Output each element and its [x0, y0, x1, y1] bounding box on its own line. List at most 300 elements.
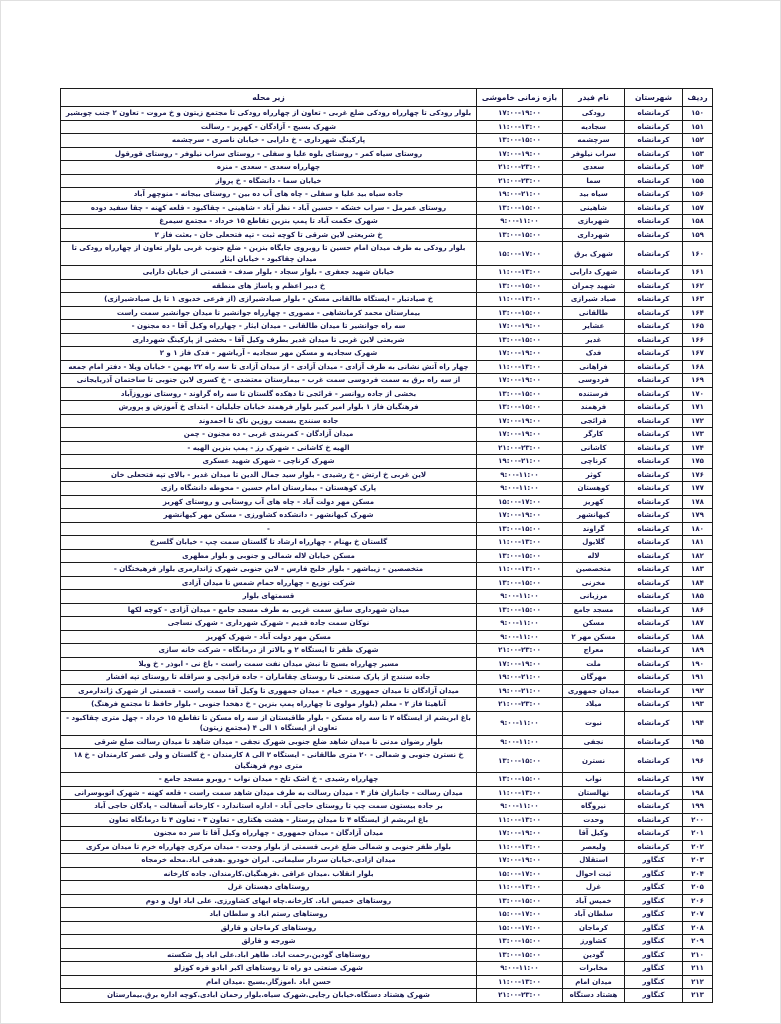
table-row	[61, 590, 713, 604]
cell-row-number: ۲۰۸	[683, 921, 713, 935]
table-row	[61, 509, 713, 523]
cell-row-number: ۱۸۱	[683, 536, 713, 550]
cell-row-number: ۱۹۴	[683, 711, 713, 735]
cell-feeder-name: میدان امام	[563, 975, 625, 989]
cell-feeder-name: میلاد	[563, 698, 625, 712]
cell-row-number: ۲۰۲	[683, 840, 713, 854]
cell-county: کنگاور	[625, 975, 683, 989]
cell-row-number: ۱۸۸	[683, 630, 713, 644]
cell-outage-time: ۱۱:۰۰-۱۳:۰۰	[477, 120, 563, 134]
cell-row-number: ۲۱۳	[683, 989, 713, 1003]
cell-sub-neighborhood: شهرک صنعتی دو راه تا روستاهای اکبر ابادو قره کوزلو	[61, 962, 477, 976]
cell-sub-neighborhood: قسمتهای بلوار	[61, 590, 477, 604]
cell-outage-time: ۱۷:۰۰-۱۹:۰۰	[477, 374, 563, 388]
cell-feeder-name: سعدی	[563, 161, 625, 175]
cell-row-number: ۱۸۰	[683, 522, 713, 536]
table-row	[61, 536, 713, 550]
table-row	[61, 671, 713, 685]
table-row	[61, 320, 713, 334]
cell-county: کرمانشاه	[625, 549, 683, 563]
cell-outage-time: ۱۳:۰۰-۱۵:۰۰	[477, 935, 563, 949]
cell-outage-time: ۲۱:۰۰-۲۳:۰۰	[477, 698, 563, 712]
cell-county: کرمانشاه	[625, 684, 683, 698]
cell-row-number: ۱۷۹	[683, 509, 713, 523]
outage-table-body	[61, 107, 713, 1003]
cell-county: کرمانشاه	[625, 201, 683, 215]
cell-row-number: ۱۹۸	[683, 786, 713, 800]
cell-feeder-name: مرزبانی	[563, 590, 625, 604]
cell-outage-time: ۱۳:۰۰-۱۵:۰۰	[477, 306, 563, 320]
cell-sub-neighborhood: جاده سنندج از پارک صنعتی تا روستای چقاماران - جاده قزانچی و سراقله تا روستای تپه افشار	[61, 671, 477, 685]
cell-row-number: ۲۰۵	[683, 881, 713, 895]
cell-sub-neighborhood: میدان ازادی.خیابان سردار سلیمانی. ایران خودرو .هدفی اباد.محله خرمجاه	[61, 854, 477, 868]
cell-outage-time: ۱۱:۰۰-۱۳:۰۰	[477, 360, 563, 374]
cell-outage-time: ۱۵:۰۰-۱۷:۰۰	[477, 495, 563, 509]
cell-sub-neighborhood: روستاهای گودین.رحمت اباد. طاهر اباد.علی اباد پل شکسته	[61, 948, 477, 962]
cell-feeder-name: طالقانی	[563, 306, 625, 320]
cell-feeder-name: گلایول	[563, 536, 625, 550]
cell-sub-neighborhood: شهرک سجادیه و مسکن مهر سجادیه - آریاشهر - فدک فاز ۱ و ۲	[61, 347, 477, 361]
cell-feeder-name: کهریز	[563, 495, 625, 509]
cell-county: کرمانشاه	[625, 134, 683, 148]
cell-sub-neighborhood: روستاهای دهستان غزل	[61, 881, 477, 895]
cell-feeder-name: وکیل آقا	[563, 827, 625, 841]
cell-county: کرمانشاه	[625, 735, 683, 749]
cell-county: کرمانشاه	[625, 468, 683, 482]
cell-sub-neighborhood: مسکن مهر دولت آباد - شهرک کهریز	[61, 630, 477, 644]
cell-outage-time: ۱۱:۰۰-۱۳:۰۰	[477, 536, 563, 550]
cell-row-number: ۱۷۶	[683, 468, 713, 482]
cell-row-number: ۱۹۰	[683, 657, 713, 671]
table-row	[61, 867, 713, 881]
cell-outage-time: ۱۷:۰۰-۱۹:۰۰	[477, 320, 563, 334]
cell-row-number: ۱۶۵	[683, 320, 713, 334]
table-row	[61, 630, 713, 644]
cell-outage-time: ۱۱:۰۰-۱۳:۰۰	[477, 813, 563, 827]
cell-sub-neighborhood: مسیر چهارراه بسیج تا نبش میدان نفت سمت راست - باغ نی - ابوذر - خ ویلا	[61, 657, 477, 671]
cell-row-number: ۱۵۹	[683, 228, 713, 242]
cell-sub-neighborhood: باغ ابریشم از ایستگاه ۴ تا میدان پرستار - هشت هکتاری - تعاون ۳ - تعاون ۴ تا درمانگاه تعاون	[61, 813, 477, 827]
cell-sub-neighborhood: چهارراه رشیدی - خ اشک تلخ - میدان نواب - روبرو مسجد جامع -	[61, 773, 477, 787]
table-row	[61, 360, 713, 374]
cell-row-number: ۱۵۵	[683, 174, 713, 188]
table-row	[61, 617, 713, 631]
cell-sub-neighborhood: بیمارستان محمد کرمانشاهی - مصوری - چهارراه جوانشیر تا میدان جوانشیر سمت راست	[61, 306, 477, 320]
cell-row-number: ۱۶۸	[683, 360, 713, 374]
header-outage-time: بازه زمانی خاموشی	[477, 89, 563, 107]
cell-feeder-name: شهید چمران	[563, 279, 625, 293]
cell-row-number: ۱۸۷	[683, 617, 713, 631]
cell-sub-neighborhood: شورجه و قارلق	[61, 935, 477, 949]
cell-sub-neighborhood: چهارراه سعدی - سعدی - منزه	[61, 161, 477, 175]
cell-sub-neighborhood: سه راه جوانشیر تا میدان طالقانی - میدان ایثار - چهارراه وکیل آقا - ده مجنون -	[61, 320, 477, 334]
table-row	[61, 522, 713, 536]
cell-row-number: ۱۸۴	[683, 576, 713, 590]
cell-row-number: ۱۵۲	[683, 134, 713, 148]
cell-outage-time: ۲۱:۰۰-۲۳:۰۰	[477, 174, 563, 188]
cell-row-number: ۱۵۷	[683, 201, 713, 215]
cell-county: کرمانشاه	[625, 387, 683, 401]
cell-feeder-name: قرائجی	[563, 414, 625, 428]
cell-feeder-name: سیاه بید	[563, 188, 625, 202]
table-row	[61, 549, 713, 563]
cell-feeder-name: معراج	[563, 644, 625, 658]
cell-outage-time: ۱۳:۰۰-۱۵:۰۰	[477, 576, 563, 590]
cell-feeder-name: غدیر	[563, 333, 625, 347]
cell-feeder-name: سلطان آباد	[563, 908, 625, 922]
cell-feeder-name: هشتاد دستگاه	[563, 989, 625, 1003]
table-row	[61, 201, 713, 215]
table-row	[61, 563, 713, 577]
table-row	[61, 188, 713, 202]
cell-outage-time: ۱۷:۰۰-۱۹:۰۰	[477, 414, 563, 428]
table-row	[61, 120, 713, 134]
cell-row-number: ۱۵۶	[683, 188, 713, 202]
header-county: شهرستان	[625, 89, 683, 107]
table-row	[61, 800, 713, 814]
cell-county: کنگاور	[625, 935, 683, 949]
cell-outage-time: ۱۳:۰۰-۱۵:۰۰	[477, 387, 563, 401]
cell-county: کرمانشاه	[625, 536, 683, 550]
table-row	[61, 482, 713, 496]
cell-row-number: ۲۰۶	[683, 894, 713, 908]
cell-county: کرمانشاه	[625, 671, 683, 685]
table-row	[61, 975, 713, 989]
cell-outage-time: ۹:۰۰-۱۱:۰۰	[477, 590, 563, 604]
cell-sub-neighborhood: الهیه خ کاشانی - شهرک رز - پمپ بنزین الهیه -	[61, 441, 477, 455]
cell-row-number: ۱۹۷	[683, 773, 713, 787]
cell-county: کرمانشاه	[625, 414, 683, 428]
cell-county: کرمانشاه	[625, 800, 683, 814]
table-row	[61, 657, 713, 671]
table-row	[61, 684, 713, 698]
header-row-number: ردیف	[683, 89, 713, 107]
table-row	[61, 827, 713, 841]
outage-schedule-table	[60, 88, 713, 1003]
cell-outage-time: ۱۷:۰۰-۱۹:۰۰	[477, 147, 563, 161]
cell-county: کرمانشاه	[625, 188, 683, 202]
cell-sub-neighborhood: خیابان شهید جعفری - بلوار سجاد - بلوار صدف - قسمتی از خیابان دارایی	[61, 266, 477, 280]
cell-county: کنگاور	[625, 962, 683, 976]
cell-sub-neighborhood: شهرک هشتاد دستگاه.خیابان رجایی.شهرک سیاه.بلوار رحمان ابادی.کوچه اداره برق.بیمارستان	[61, 989, 477, 1003]
cell-feeder-name: کیهانشهر	[563, 509, 625, 523]
cell-county: کرمانشاه	[625, 428, 683, 442]
cell-row-number: ۱۵۰	[683, 107, 713, 121]
cell-county: کرمانشاه	[625, 813, 683, 827]
cell-feeder-name: استقلال	[563, 854, 625, 868]
cell-sub-neighborhood: میدان آزادگان - میدان جمهوری - چهارراه وکیل آقا تا سر ده مجنون	[61, 827, 477, 841]
cell-county: کرمانشاه	[625, 840, 683, 854]
cell-feeder-name: شهرک دارایی	[563, 266, 625, 280]
cell-sub-neighborhood: میدان آزادگان - کمربندی غربی - ده مجنون - چمن	[61, 428, 477, 442]
cell-county: کنگاور	[625, 854, 683, 868]
cell-sub-neighborhood: بلوار انقلاب .میدان عراقی .فرهنگیان.کارمندان. جاده کارخانه	[61, 867, 477, 881]
cell-outage-time: ۱۱:۰۰-۱۳:۰۰	[477, 786, 563, 800]
cell-feeder-name: کوهستان	[563, 482, 625, 496]
cell-sub-neighborhood: چهار راه آتش نشانی به طرف آزادی - میدان آزادی - از میدان آزادی تا سه راه ۲۲ بهمن - خیابان ویلا - دفتر امام جمعه	[61, 360, 477, 374]
cell-sub-neighborhood: روستای سیاه کمر - روستای بلوه علیا و سفلی - روستای سراب نیلوفر - روستای قورقول	[61, 147, 477, 161]
cell-outage-time: ۹:۰۰-۱۱:۰۰	[477, 735, 563, 749]
cell-county: کنگاور	[625, 894, 683, 908]
cell-feeder-name: شهرداری	[563, 228, 625, 242]
cell-outage-time: ۲۱:۰۰-۲۳:۰۰	[477, 161, 563, 175]
cell-row-number: ۱۶۱	[683, 266, 713, 280]
cell-row-number: ۱۵۴	[683, 161, 713, 175]
cell-row-number: ۱۸۶	[683, 603, 713, 617]
table-row	[61, 854, 713, 868]
cell-county: کرمانشاه	[625, 266, 683, 280]
table-row	[61, 603, 713, 617]
cell-feeder-name: صیاد شیرازی	[563, 293, 625, 307]
cell-county: کرمانشاه	[625, 161, 683, 175]
cell-county: کرمانشاه	[625, 374, 683, 388]
cell-outage-time: ۱۵:۰۰-۱۷:۰۰	[477, 921, 563, 935]
table-row	[61, 948, 713, 962]
cell-row-number: ۲۰۱	[683, 827, 713, 841]
table-row	[61, 495, 713, 509]
cell-outage-time: ۹:۰۰-۱۱:۰۰	[477, 711, 563, 735]
cell-sub-neighborhood: شرکت توزیع - چهارراه حمام شمس تا میدان آزادی	[61, 576, 477, 590]
cell-outage-time: ۱۹:۰۰-۲۱:۰۰	[477, 455, 563, 469]
cell-outage-time: ۱۳:۰۰-۱۵:۰۰	[477, 201, 563, 215]
cell-county: کرمانشاه	[625, 773, 683, 787]
cell-county: کرمانشاه	[625, 698, 683, 712]
cell-sub-neighborhood: شهرک ظفر تا ایستگاه ۲ و بالاتر از درمانگاه - شرکت خانه سازی	[61, 644, 477, 658]
cell-feeder-name: فراهانی	[563, 360, 625, 374]
cell-feeder-name: نیروگاه	[563, 800, 625, 814]
cell-row-number: ۱۹۹	[683, 800, 713, 814]
table-row	[61, 786, 713, 800]
cell-county: کنگاور	[625, 908, 683, 922]
cell-outage-time: ۲۱:۰۰-۲۳:۰۰	[477, 989, 563, 1003]
table-row	[61, 698, 713, 712]
cell-outage-time: ۱۱:۰۰-۱۳:۰۰	[477, 293, 563, 307]
table-row	[61, 147, 713, 161]
cell-outage-time: ۱۳:۰۰-۱۵:۰۰	[477, 603, 563, 617]
cell-outage-time: ۱۷:۰۰-۱۹:۰۰	[477, 107, 563, 121]
cell-row-number: ۲۱۱	[683, 962, 713, 976]
cell-outage-time: ۱۳:۰۰-۱۵:۰۰	[477, 522, 563, 536]
table-row	[61, 921, 713, 935]
cell-outage-time: ۱۳:۰۰-۱۵:۰۰	[477, 333, 563, 347]
cell-sub-neighborhood: بلوار رضوان مدنی تا میدان شاهد ضلع جنوبی شهرک نجفی - میدان شاهد تا میدان رسالت ضلع شرقی	[61, 735, 477, 749]
cell-sub-neighborhood: پارکینگ شهرداری - خ دارایی - خیابان ناصری - سرچشمه	[61, 134, 477, 148]
cell-outage-time: ۹:۰۰-۱۱:۰۰	[477, 468, 563, 482]
cell-row-number: ۲۱۰	[683, 948, 713, 962]
cell-sub-neighborhood: روستای عمرمل - سراب خشکه - حسین آباد - نظر آباد - شاهینی - چقاکبود - قلعه کهنه - چقا سفید دوده	[61, 201, 477, 215]
cell-feeder-name: فرستنده	[563, 387, 625, 401]
table-row	[61, 441, 713, 455]
table-row	[61, 228, 713, 242]
cell-county: کرمانشاه	[625, 590, 683, 604]
cell-feeder-name: سرچشمه	[563, 134, 625, 148]
cell-county: کرمانشاه	[625, 333, 683, 347]
cell-row-number: ۱۵۸	[683, 215, 713, 229]
cell-outage-time: ۱۵:۰۰-۱۷:۰۰	[477, 867, 563, 881]
cell-county: کرمانشاه	[625, 242, 683, 266]
cell-feeder-name: لاله	[563, 549, 625, 563]
cell-feeder-name: متخصصین	[563, 563, 625, 577]
cell-feeder-name: مخزنی	[563, 576, 625, 590]
cell-row-number: ۱۷۴	[683, 441, 713, 455]
cell-outage-time: ۱۷:۰۰-۱۹:۰۰	[477, 827, 563, 841]
cell-sub-neighborhood: شهرک کیهانشهر - دانشکده کشاورزی - مسکن مهر کیهانشهر	[61, 509, 477, 523]
table-row	[61, 107, 713, 121]
cell-sub-neighborhood: لاین غربی خ ارتش - خ رشیدی - بلوار سید جمال الدین تا میدان غدیر - بالای تپه فتحعلی خان	[61, 468, 477, 482]
cell-sub-neighborhood: شهرک بسیج - آزادگان - کهریز - رسالت	[61, 120, 477, 134]
cell-county: کرمانشاه	[625, 107, 683, 121]
cell-row-number: ۲۰۷	[683, 908, 713, 922]
cell-county: کرمانشاه	[625, 147, 683, 161]
cell-feeder-name: شاهینی	[563, 201, 625, 215]
cell-county: کرمانشاه	[625, 522, 683, 536]
cell-county: کرمانشاه	[625, 228, 683, 242]
cell-sub-neighborhood: خیابان سما - دانشگاه - خ پرواز	[61, 174, 477, 188]
cell-feeder-name: کوثر	[563, 468, 625, 482]
cell-row-number: ۱۷۸	[683, 495, 713, 509]
cell-row-number: ۲۰۴	[683, 867, 713, 881]
cell-county: کرمانشاه	[625, 360, 683, 374]
table-row	[61, 455, 713, 469]
cell-row-number: ۱۶۶	[683, 333, 713, 347]
cell-sub-neighborhood: میدان شهرداری سابق سمت غربی به طرف مسجد جامع - میدان آزادی - کوچه لکها	[61, 603, 477, 617]
cell-row-number: ۱۵۳	[683, 147, 713, 161]
header-row	[61, 89, 713, 107]
cell-sub-neighborhood: بلوار رودکی به طرف میدان امام حسین تا روبروی جایگاه بنزین - ضلع جنوب غربی بلوار تعاون از چهارراه رودکی تا میدان چقاکبود - خیابان ایثار	[61, 242, 477, 266]
cell-feeder-name: نجفی	[563, 735, 625, 749]
cell-outage-time: ۱۳:۰۰-۱۵:۰۰	[477, 228, 563, 242]
cell-outage-time: ۱۳:۰۰-۱۵:۰۰	[477, 894, 563, 908]
cell-sub-neighborhood: متخصصین - زیباشهر - بلوار خلیج فارس - لاین جنوبی شهرک ژاندارمری بلوار فرهیختگان -	[61, 563, 477, 577]
cell-sub-neighborhood: روستاهای خمیس اباد. کارخانه.چاه ابهای کشاورزی. علی اباد اول و دوم	[61, 894, 477, 908]
cell-feeder-name: ولیعصر	[563, 840, 625, 854]
table-row	[61, 174, 713, 188]
cell-row-number: ۱۹۲	[683, 684, 713, 698]
cell-county: کرمانشاه	[625, 174, 683, 188]
cell-feeder-name: رودکی	[563, 107, 625, 121]
cell-outage-time: ۱۷:۰۰-۱۹:۰۰	[477, 428, 563, 442]
cell-row-number: ۱۷۵	[683, 455, 713, 469]
cell-county: کرمانشاه	[625, 563, 683, 577]
cell-sub-neighborhood: جاده سیاه بید علیا و سفلی - چاه های آب ده بین - روستای بیجانه - منوچهر آباد	[61, 188, 477, 202]
cell-feeder-name: سجادیه	[563, 120, 625, 134]
cell-county: کرمانشاه	[625, 576, 683, 590]
cell-outage-time: ۱۷:۰۰-۱۹:۰۰	[477, 509, 563, 523]
cell-sub-neighborhood: شهرک کرناچی - شهرک شهید عسکری	[61, 455, 477, 469]
table-row	[61, 881, 713, 895]
cell-row-number: ۱۹۱	[683, 671, 713, 685]
cell-outage-time: ۱۱:۰۰-۱۳:۰۰	[477, 840, 563, 854]
cell-outage-time: ۱۵:۰۰-۱۷:۰۰	[477, 908, 563, 922]
cell-row-number: ۱۸۵	[683, 590, 713, 604]
table-row	[61, 387, 713, 401]
table-row	[61, 749, 713, 773]
cell-sub-neighborhood: فرهنگیان فاز ۱ بلوار امیر کبیر بلوار فرهمند خیابان جلیلیان - ابتدای خ آموزش و پرورش	[61, 401, 477, 415]
cell-row-number: ۱۵۱	[683, 120, 713, 134]
cell-feeder-name: غزل	[563, 881, 625, 895]
table-row	[61, 908, 713, 922]
cell-row-number: ۱۹۵	[683, 735, 713, 749]
cell-row-number: ۱۹۶	[683, 749, 713, 773]
cell-sub-neighborhood: بلوار ظفر جنوبی و شمالی ضلع غربی قسمتی از بلوار وحدت - میدان مرکزی چهارراه خرم تا میدان مرکزی	[61, 840, 477, 854]
cell-sub-neighborhood: جاده سنندج بسمت روزین ناک تا احمدوند	[61, 414, 477, 428]
cell-feeder-name: ملت	[563, 657, 625, 671]
cell-outage-time: ۹:۰۰-۱۱:۰۰	[477, 617, 563, 631]
cell-outage-time: ۱۳:۰۰-۱۵:۰۰	[477, 549, 563, 563]
cell-row-number: ۲۱۲	[683, 975, 713, 989]
cell-row-number: ۲۰۳	[683, 854, 713, 868]
cell-outage-time: ۹:۰۰-۱۱:۰۰	[477, 215, 563, 229]
cell-feeder-name: وحدت	[563, 813, 625, 827]
table-row	[61, 428, 713, 442]
cell-feeder-name: کشاورز	[563, 935, 625, 949]
cell-feeder-name: کرناچی	[563, 455, 625, 469]
cell-county: کرمانشاه	[625, 644, 683, 658]
cell-feeder-name: گراوند	[563, 522, 625, 536]
cell-county: کرمانشاه	[625, 293, 683, 307]
cell-sub-neighborhood: شهرک حکمت آباد تا پمپ بنزین تقاطع ۱۵ خرداد - مجتمع سیمرغ	[61, 215, 477, 229]
cell-feeder-name: فردوسی	[563, 374, 625, 388]
cell-outage-time: ۱۳:۰۰-۱۵:۰۰	[477, 948, 563, 962]
cell-outage-time: ۱۱:۰۰-۱۳:۰۰	[477, 266, 563, 280]
cell-sub-neighborhood: شریعتی لاین غربی تا میدان غدیر بطرف وکیل آقا - بخشی از پارکینگ شهرداری	[61, 333, 477, 347]
cell-row-number: ۱۸۹	[683, 644, 713, 658]
cell-row-number: ۲۰۰	[683, 813, 713, 827]
cell-outage-time: ۹:۰۰-۱۱:۰۰	[477, 482, 563, 496]
cell-outage-time: ۱۹:۰۰-۲۱:۰۰	[477, 671, 563, 685]
cell-row-number: ۱۷۲	[683, 414, 713, 428]
cell-row-number: ۱۷۳	[683, 428, 713, 442]
cell-feeder-name: شهرک برق	[563, 242, 625, 266]
cell-feeder-name: ثبت احوال	[563, 867, 625, 881]
cell-county: کنگاور	[625, 948, 683, 962]
table-row	[61, 576, 713, 590]
cell-row-number: ۱۷۱	[683, 401, 713, 415]
table-row	[61, 989, 713, 1003]
cell-sub-neighborhood: بر جاده بیستون سمت چپ تا روستای حاجی آباد - اداره استاندارد - کارخانه آسفالت - پادگان حاجی آباد	[61, 800, 477, 814]
cell-county: کرمانشاه	[625, 120, 683, 134]
cell-row-number: ۱۶۰	[683, 242, 713, 266]
table-row	[61, 711, 713, 735]
cell-sub-neighborhood: میدان آزادگان تا میدان جمهوری - خیام - میدان جمهوری تا وکیل آقا سمت راست - قسمتی از شهرک ژاندارمری	[61, 684, 477, 698]
table-row	[61, 134, 713, 148]
cell-county: کرمانشاه	[625, 320, 683, 334]
cell-feeder-name: سراب نیلوفر	[563, 147, 625, 161]
table-row	[61, 840, 713, 854]
table-row	[61, 215, 713, 229]
cell-county: کرمانشاه	[625, 495, 683, 509]
cell-feeder-name: گودین	[563, 948, 625, 962]
cell-sub-neighborhood: خ شریعتی لاین شرقی تا کوچه ثبت - تپه فتحعلی خان - بعثت فاز ۲	[61, 228, 477, 242]
table-row	[61, 347, 713, 361]
cell-outage-time: ۱۳:۰۰-۱۵:۰۰	[477, 134, 563, 148]
cell-row-number: ۱۶۴	[683, 306, 713, 320]
cell-row-number: ۱۸۲	[683, 549, 713, 563]
cell-outage-time: ۱۱:۰۰-۱۳:۰۰	[477, 881, 563, 895]
cell-feeder-name: کاشانی	[563, 441, 625, 455]
cell-sub-neighborhood: خ دبیر اعظم و پاساژ های منطقه	[61, 279, 477, 293]
cell-feeder-name: کرماجان	[563, 921, 625, 935]
table-row	[61, 401, 713, 415]
cell-sub-neighborhood: آناهیتا فاز ۲ - معلم (بلوار مولوی تا چهارراه پمپ بنزین - خ دهخدا جنوبی - بلوار حافظ تا مجتمع فرهنگ)	[61, 698, 477, 712]
cell-county: کرمانشاه	[625, 657, 683, 671]
table-row	[61, 161, 713, 175]
cell-outage-time: ۲۱:۰۰-۲۳:۰۰	[477, 441, 563, 455]
cell-county: کنگاور	[625, 989, 683, 1003]
cell-outage-time: ۱۵:۰۰-۱۷:۰۰	[477, 242, 563, 266]
cell-feeder-name: نسترن	[563, 749, 625, 773]
cell-feeder-name: مسکن مهر ۲	[563, 630, 625, 644]
